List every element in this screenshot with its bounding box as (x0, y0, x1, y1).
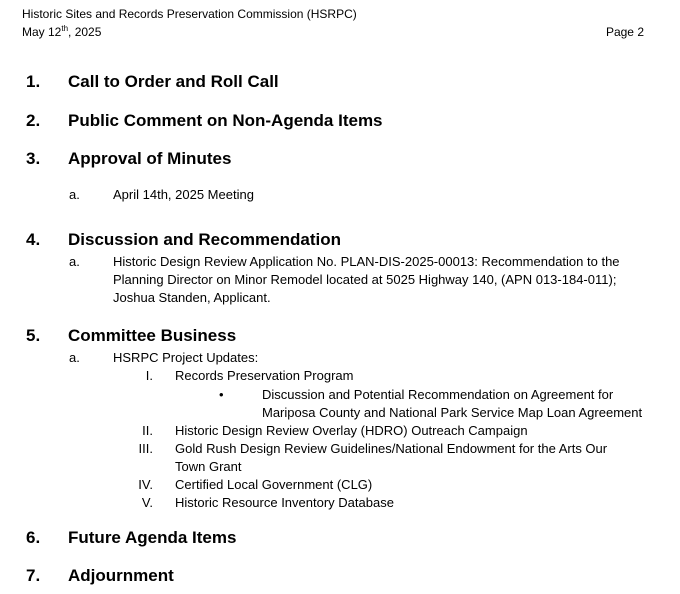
item-3-title: Approval of Minutes (68, 149, 232, 168)
date-suffix: th (61, 24, 69, 33)
item-3a-text: April 14th, 2025 Meeting (113, 187, 254, 202)
roman-item-4-text: Certified Local Government (CLG) (175, 477, 373, 492)
item-7-title: Adjournment (68, 566, 174, 585)
item-4a-line-2: Planning Director on Minor Remodel located at 5025 Highway 140, (APN 013-184-011); (113, 272, 617, 287)
item-2-title: Public Comment on Non-Agenda Items (68, 111, 383, 130)
roman-item-1-text: Records Preservation Program (175, 368, 354, 383)
roman-numeral-3: III. (138, 441, 153, 456)
roman-item-2-text: Historic Design Review Overlay (HDRO) Outreach Campaign (175, 423, 528, 438)
bullet-line-1: Discussion and Potential Recommendation on Agreement for (262, 387, 614, 402)
item-7-number: 7. (26, 566, 41, 585)
item-4a-line-3: Joshua Standen, Applicant. (113, 290, 271, 305)
item-4a-letter: a. (69, 254, 80, 269)
date-month-day: May 12 (22, 25, 62, 39)
item-5-number: 5. (26, 326, 41, 345)
item-6-title: Future Agenda Items (68, 528, 237, 547)
item-4-number: 4. (26, 230, 41, 249)
item-4a-line-1: Historic Design Review Application No. PLAN-DIS-2025-00013: Recommendation to the (113, 254, 620, 269)
bullet-line-2: Mariposa County and National Park Service Map Loan Agreement (262, 405, 643, 420)
bullet-icon: • (219, 387, 224, 402)
item-1-title: Call to Order and Roll Call (68, 72, 279, 91)
roman-numeral-1: I. (145, 368, 153, 383)
commission-name: Historic Sites and Records Preservation Commission (HSRPC) (22, 7, 357, 21)
meeting-date (22, 24, 101, 40)
roman-numeral-2: II. (142, 423, 153, 438)
roman-numeral-4: IV. (138, 477, 153, 492)
item-3-number: 3. (26, 149, 41, 168)
item-5a-text: HSRPC Project Updates: (113, 350, 259, 365)
item-3a-letter: a. (69, 187, 80, 202)
item-1-number: 1. (26, 72, 41, 91)
roman-numeral-5: V. (141, 495, 153, 510)
roman-item-5-text: Historic Resource Inventory Database (175, 495, 394, 510)
item-5a-letter: a. (69, 350, 80, 365)
item-5-title: Committee Business (68, 326, 237, 345)
page-number: Page 2 (605, 25, 644, 39)
roman-item-3-line-2: Town Grant (175, 459, 242, 474)
date-year: , 2025 (68, 25, 102, 39)
item-2-number: 2. (26, 111, 41, 130)
item-4-title: Discussion and Recommendation (68, 230, 341, 249)
roman-item-3-line-1: Gold Rush Design Review Guidelines/National Endowment for the Arts Our (175, 441, 608, 456)
item-6-number: 6. (26, 528, 41, 547)
